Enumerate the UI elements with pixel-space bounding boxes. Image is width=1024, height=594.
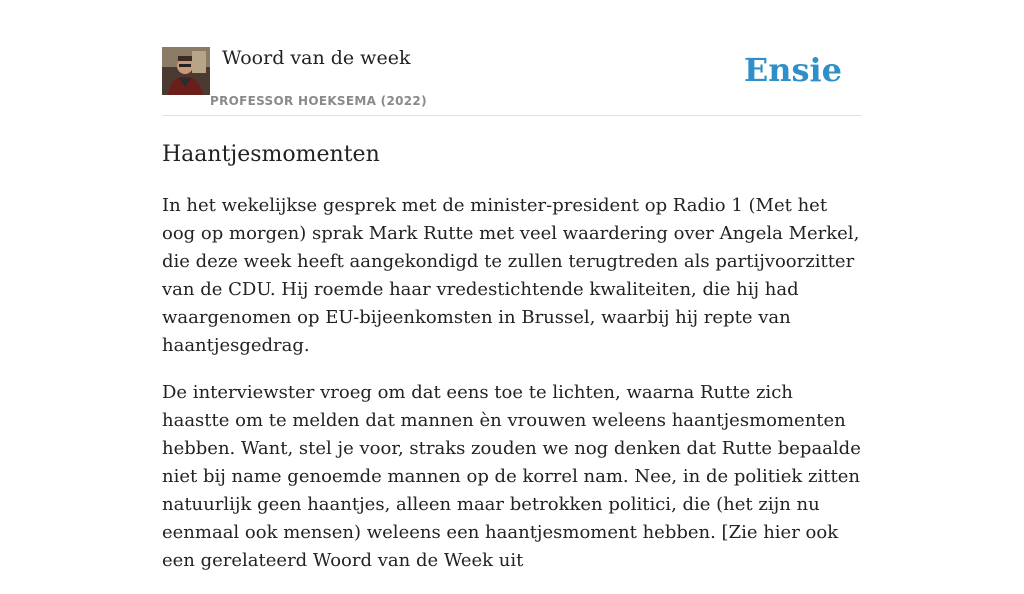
author-name[interactable]: PROFESSOR HOEKSEMA (2022)	[210, 94, 427, 108]
article-body	[162, 192, 862, 594]
person-photo-icon	[162, 47, 210, 95]
author-avatar[interactable]	[162, 47, 210, 95]
blog-title[interactable]: Woord van de week	[222, 47, 411, 69]
blog-header	[162, 46, 862, 116]
ensie-logo[interactable]: Ensie	[743, 51, 842, 89]
article-paragraph: De interviewster vroeg om dat eens toe te lichten, waarna Rutte zich haastte om te melden dat mannen èn vrouwen weleens haantjesmomenten hebben. Want, stel je voor, straks zouden we nog denken dat Rutte bepaalde niet bij name genoemde mannen op de korrel nam. Nee, in de politiek zitten natuurlijk geen haantjes, alleen maar betrokken politici, die (het zijn nu eenmaal ook mensen) weleens een haantjesmoment hebben. [Zie hier ook een gerelateerd Woord van de Week uit	[162, 382, 861, 571]
article-paragraph: In het wekelijkse gesprek met de minister-president op Radio 1 (Met het oog op morgen) sprak Mark Rutte met veel waardering over Angela Merkel, die deze week heeft aangekondigd te zullen terugtreden als partijvoorzitter van de CDU. Hij roemde haar vredestichtende kwaliteiten, die hij had waargenomen op EU-bijeenkomsten in Brussel, waarbij hij repte van haantjesgedrag.	[162, 195, 860, 356]
article-title: Haantjesmomenten	[162, 142, 380, 167]
